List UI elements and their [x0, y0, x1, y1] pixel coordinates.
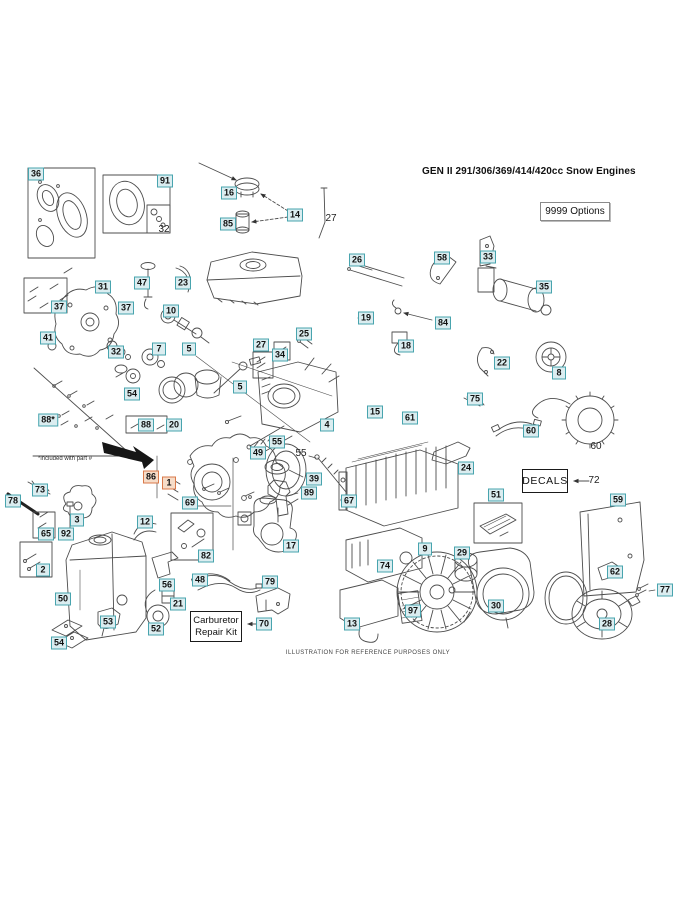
- part-label-5[interactable]: 5: [233, 381, 247, 394]
- part-label-74[interactable]: 74: [377, 560, 393, 573]
- part-label-50[interactable]: 50: [55, 593, 71, 606]
- part-label-15[interactable]: 15: [367, 406, 383, 419]
- part-label-7[interactable]: 7: [152, 343, 166, 356]
- part-label-51[interactable]: 51: [488, 489, 504, 502]
- footnote: *included with part #: [38, 456, 93, 462]
- part-label-30[interactable]: 30: [488, 600, 504, 613]
- part-label-12[interactable]: 12: [137, 516, 153, 529]
- part-label-97[interactable]: 97: [405, 605, 421, 618]
- part-label-84[interactable]: 84: [435, 317, 451, 330]
- part-label-79[interactable]: 79: [262, 576, 278, 589]
- part-label-92[interactable]: 92: [58, 528, 74, 541]
- part-label-59[interactable]: 59: [610, 494, 626, 507]
- part-label-16[interactable]: 16: [221, 187, 237, 200]
- part-label-25[interactable]: 25: [296, 328, 312, 341]
- part-label-39[interactable]: 39: [306, 473, 322, 486]
- part-label-13[interactable]: 13: [344, 618, 360, 631]
- part-label-60[interactable]: 60: [590, 441, 602, 452]
- part-label-86[interactable]: 86: [143, 471, 159, 484]
- part-label-10[interactable]: 10: [163, 305, 179, 318]
- part-label-52[interactable]: 52: [148, 623, 164, 636]
- page-title: GEN II 291/306/369/414/420cc Snow Engines: [422, 166, 636, 177]
- part-label-14[interactable]: 14: [287, 209, 303, 222]
- part-label-1[interactable]: 1: [162, 477, 176, 490]
- part-label-33[interactable]: 33: [480, 251, 496, 264]
- part-label-23[interactable]: 23: [175, 277, 191, 290]
- part-label-8[interactable]: 8: [552, 367, 566, 380]
- part-label-26[interactable]: 26: [349, 254, 365, 267]
- part-label-65[interactable]: 65: [38, 528, 54, 541]
- part-label-2[interactable]: 2: [36, 564, 50, 577]
- part-label-70[interactable]: 70: [256, 618, 272, 631]
- part-label-3[interactable]: 3: [70, 514, 84, 527]
- part-label-34[interactable]: 34: [272, 349, 288, 362]
- part-label-75[interactable]: 75: [467, 393, 483, 406]
- part-label-91[interactable]: 91: [157, 175, 173, 188]
- part-label-88[interactable]: 88: [138, 419, 154, 432]
- part-label-67[interactable]: 67: [341, 495, 357, 508]
- part-label-88[interactable]: 88*: [38, 414, 58, 427]
- part-label-61[interactable]: 61: [402, 412, 418, 425]
- carb-kit-line2: Repair Kit: [195, 626, 237, 638]
- part-label-27[interactable]: 27: [253, 339, 269, 352]
- part-label-37[interactable]: 37: [118, 302, 134, 315]
- part-label-37[interactable]: 37: [51, 301, 67, 314]
- part-label-49[interactable]: 49: [250, 447, 266, 460]
- part-label-55[interactable]: 55: [295, 448, 307, 459]
- part-label-4[interactable]: 4: [320, 419, 334, 432]
- part-label-89[interactable]: 89: [301, 487, 317, 500]
- part-label-54[interactable]: 54: [124, 388, 140, 401]
- part-label-27[interactable]: 27: [325, 213, 337, 224]
- part-label-55[interactable]: 55: [269, 436, 285, 449]
- part-label-31[interactable]: 31: [95, 281, 111, 294]
- part-label-78[interactable]: 78: [5, 495, 21, 508]
- part-label-54[interactable]: 54: [51, 637, 67, 650]
- part-label-82[interactable]: 82: [198, 550, 214, 563]
- part-label-22[interactable]: 22: [494, 357, 510, 370]
- part-label-28[interactable]: 28: [599, 618, 615, 631]
- part-label-21[interactable]: 21: [170, 598, 186, 611]
- part-label-47[interactable]: 47: [134, 277, 150, 290]
- part-label-19[interactable]: 19: [358, 312, 374, 325]
- part-label-85[interactable]: 85: [220, 218, 236, 231]
- part-label-53[interactable]: 53: [100, 616, 116, 629]
- part-label-9[interactable]: 9: [418, 543, 432, 556]
- part-label-5[interactable]: 5: [182, 343, 196, 356]
- part-label-69[interactable]: 69: [182, 497, 198, 510]
- part-label-62[interactable]: 62: [607, 566, 623, 579]
- decals-box[interactable]: DECALS: [522, 469, 568, 493]
- carburetor-repair-kit-box[interactable]: [190, 611, 242, 642]
- options-box[interactable]: 9999 Options: [540, 202, 610, 221]
- part-label-18[interactable]: 18: [398, 340, 414, 353]
- part-label-48[interactable]: 48: [192, 574, 208, 587]
- part-label-20[interactable]: 20: [166, 419, 182, 432]
- part-label-72[interactable]: 72: [588, 475, 600, 486]
- part-label-73[interactable]: 73: [32, 484, 48, 497]
- part-label-58[interactable]: 58: [434, 252, 450, 265]
- part-label-56[interactable]: 56: [159, 579, 175, 592]
- part-label-41[interactable]: 41: [40, 332, 56, 345]
- part-label-77[interactable]: 77: [657, 584, 673, 597]
- part-label-29[interactable]: 29: [454, 547, 470, 560]
- part-label-35[interactable]: 35: [536, 281, 552, 294]
- part-label-17[interactable]: 17: [283, 540, 299, 553]
- disclaimer-text: ILLUSTRATION FOR REFERENCE PURPOSES ONLY: [285, 650, 451, 656]
- part-label-32[interactable]: 32: [158, 224, 170, 235]
- part-label-32[interactable]: 32: [108, 346, 124, 359]
- carb-kit-line1: Carburetor: [193, 614, 239, 626]
- part-label-60[interactable]: 60: [523, 425, 539, 438]
- part-label-36[interactable]: 36: [28, 168, 44, 181]
- part-label-24[interactable]: 24: [458, 462, 474, 475]
